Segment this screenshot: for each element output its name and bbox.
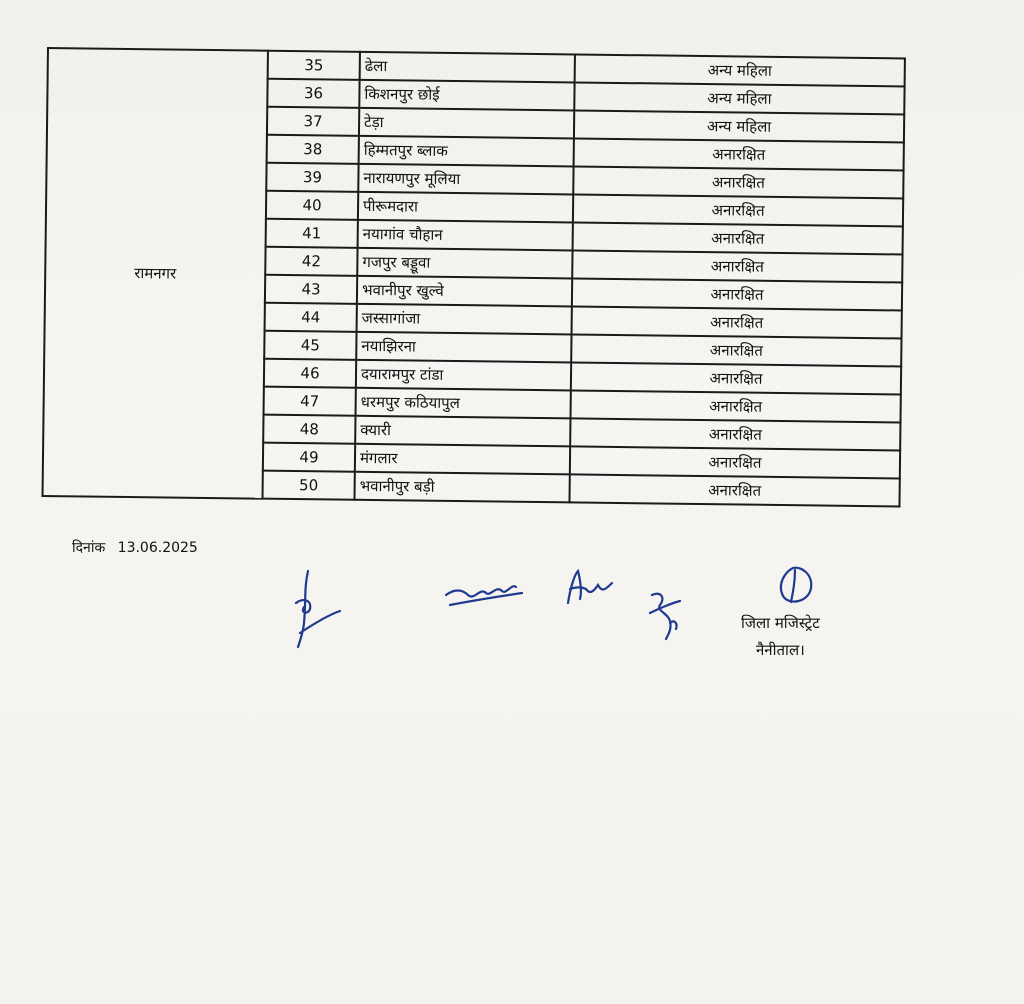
village-name-cell: किशनपुर छोई xyxy=(359,80,574,111)
reservation-category-cell: अनारक्षित xyxy=(570,418,900,450)
row-number-cell: 48 xyxy=(263,415,355,444)
village-name-cell: नारायणपुर मूलिया xyxy=(358,164,573,195)
table-body xyxy=(43,48,905,506)
row-number-cell: 49 xyxy=(263,443,355,472)
reservation-category-cell: अनारक्षित xyxy=(572,306,902,338)
reservation-category-cell: अनारक्षित xyxy=(571,362,901,394)
village-name-cell: ढेला xyxy=(360,52,575,83)
village-name-cell: दयारामपुर टांडा xyxy=(356,360,571,391)
village-name-cell: धरमपुर कठियापुल xyxy=(356,388,571,419)
village-name-cell: भवानीपुर खुल्वे xyxy=(357,276,572,307)
reservation-category-cell: अनारक्षित xyxy=(571,390,901,422)
row-number-cell: 35 xyxy=(268,51,360,80)
reservation-category-cell: अन्य महिला xyxy=(575,54,905,86)
signatory-block xyxy=(741,610,820,664)
reservation-category-cell: अनारक्षित xyxy=(573,194,903,226)
reservation-category-cell: अनारक्षित xyxy=(572,278,902,310)
reservation-category-cell: अन्य महिला xyxy=(574,82,904,114)
date-line xyxy=(72,538,206,557)
date-label: दिनांक xyxy=(72,540,106,556)
signatory-location: नैनीताल। xyxy=(755,641,805,659)
row-number-cell: 46 xyxy=(264,359,356,388)
reservation-category-cell: अनारक्षित xyxy=(570,446,900,478)
signature-4 xyxy=(642,583,687,643)
row-number-cell: 45 xyxy=(264,331,356,360)
row-number-cell: 38 xyxy=(267,135,359,164)
reservation-category-cell: अनारक्षित xyxy=(571,334,901,366)
row-number-cell: 42 xyxy=(265,247,357,276)
village-name-cell: जस्सागांजा xyxy=(357,304,572,335)
village-name-cell: नयागांव चौहान xyxy=(358,220,573,251)
village-name-cell: भवानीपुर बड़ी xyxy=(354,472,569,503)
row-number-cell: 47 xyxy=(264,387,356,416)
village-name-cell: क्यारी xyxy=(355,416,570,447)
reservation-category-cell: अनारक्षित xyxy=(573,222,903,254)
reservation-category-cell: अन्य महिला xyxy=(574,110,904,142)
reservation-category-cell: अनारक्षित xyxy=(569,474,899,506)
row-number-cell: 50 xyxy=(262,471,354,500)
reservation-category-cell: अनारक्षित xyxy=(574,138,904,170)
date-value: 13.06.2025 xyxy=(117,540,198,556)
village-name-cell: मंगलार xyxy=(355,444,570,475)
reservation-category-cell: अनारक्षित xyxy=(572,250,902,282)
row-number-cell: 37 xyxy=(267,107,359,136)
signature-5 xyxy=(765,562,825,612)
row-number-cell: 40 xyxy=(266,191,358,220)
row-number-cell: 44 xyxy=(265,303,357,332)
row-number-cell: 41 xyxy=(266,219,358,248)
village-name-cell: हिम्मतपुर ब्लाक xyxy=(359,136,574,167)
signature-2 xyxy=(440,575,530,615)
reservation-category-cell: अनारक्षित xyxy=(573,166,903,198)
village-name-cell: टेड़ा xyxy=(359,108,574,139)
signature-1 xyxy=(290,563,350,653)
reservation-table xyxy=(42,47,906,507)
row-number-cell: 36 xyxy=(267,79,359,108)
village-name-cell: नयाझिरना xyxy=(356,332,571,363)
block-name-cell: रामनगर xyxy=(43,48,268,499)
row-number-cell: 39 xyxy=(266,163,358,192)
signatory-title: जिला मजिस्ट्रेट xyxy=(741,614,820,632)
signature-3 xyxy=(560,565,620,610)
village-name-cell: पीरूमदारा xyxy=(358,192,573,223)
row-number-cell: 43 xyxy=(265,275,357,304)
village-name-cell: गजपुर बड्डूवा xyxy=(357,248,572,279)
